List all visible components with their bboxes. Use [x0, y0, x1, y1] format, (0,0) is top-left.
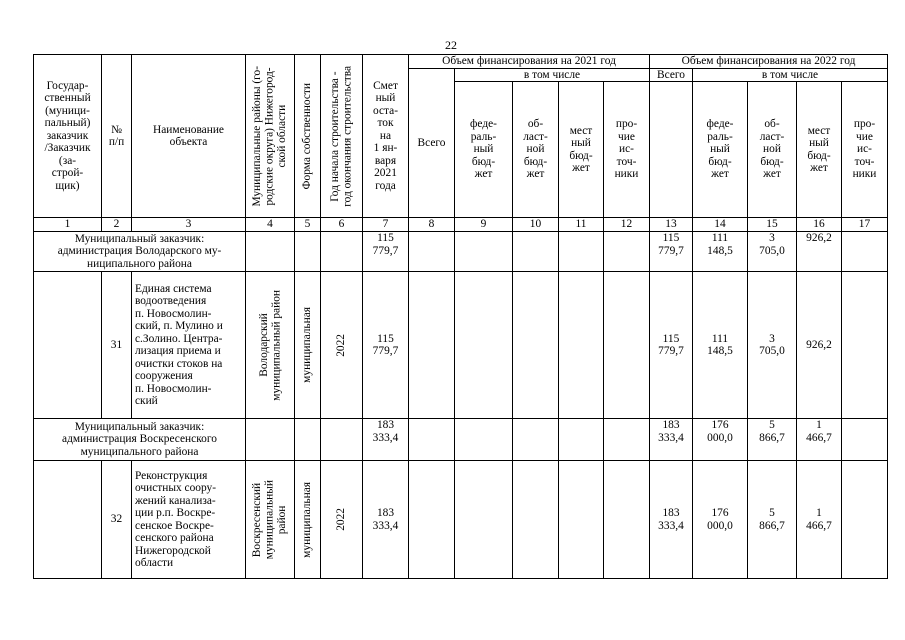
regional-2022: 3 705,0	[748, 272, 797, 419]
header-object-name: Наименование объекта	[132, 55, 246, 218]
estimate-remainder: 183 333,4	[363, 461, 409, 579]
other-2022	[842, 272, 888, 419]
page-number: 22	[445, 38, 457, 52]
ownership-form: муниципальная	[295, 272, 321, 419]
district-cell	[246, 232, 295, 272]
customer-label: Муниципальный заказчик: администрация Володарского му- ниципального района	[34, 232, 246, 272]
construction-years: 2022	[321, 272, 363, 419]
financing-table	[33, 54, 888, 579]
column-number: 5	[295, 218, 321, 232]
header-number: № п/п	[102, 55, 132, 218]
estimate-remainder: 115 779,7	[363, 232, 409, 272]
district-name: Володарский муниципальный район	[246, 272, 295, 419]
column-number: 13	[650, 218, 693, 232]
estimate-remainder: 115 779,7	[363, 272, 409, 419]
column-number: 9	[455, 218, 513, 232]
total-2021	[409, 272, 455, 419]
federal-2021	[455, 461, 513, 579]
header-customer: Государ- ственный (муници- пальный) заказчик /Заказчик (за- строй- щик)	[34, 55, 102, 218]
object-number: 31	[102, 272, 132, 419]
federal-2022: 111 148,5	[693, 232, 748, 272]
header-districts: Муниципальные районы (го- родские округа) Нижегород- ской области	[246, 55, 295, 218]
column-number: 2	[102, 218, 132, 232]
object-name: Реконструкция очистных соору- жений канализа- ции р.п. Воскре- сенское Воскре- сенского района Нижегородской области	[132, 461, 246, 579]
district-cell	[246, 419, 295, 461]
object-name: Единая система водоотведения п. Новосмолин- ский, п. Мулино и с.Золино. Центра- лизация приема и очистки стоков на сооружения п. Новосмолин- ский	[132, 272, 246, 419]
total-2022: 115 779,7	[650, 272, 693, 419]
header-estimate: Смет ный оста- ток на 1 ян- варя 2021 года	[363, 55, 409, 218]
total-2022: 115 779,7	[650, 232, 693, 272]
other-2021	[604, 232, 650, 272]
column-number: 15	[748, 218, 797, 232]
regional-2021	[513, 232, 559, 272]
header-local-2021: мест ный бюд- жет	[559, 82, 604, 218]
header-years: Год начала строительства - год окончания строительства	[321, 55, 363, 218]
header-fin-2021: Объем финансирования на 2021 год	[409, 55, 650, 69]
column-number: 4	[246, 218, 295, 232]
regional-2022: 5 866,7	[748, 461, 797, 579]
local-2022: 1 466,7	[797, 419, 842, 461]
header-total-2022: Всего	[650, 68, 693, 82]
object-row	[34, 272, 888, 419]
column-number: 14	[693, 218, 748, 232]
column-number: 16	[797, 218, 842, 232]
ownership-cell	[295, 232, 321, 272]
column-number: 3	[132, 218, 246, 232]
regional-2021	[513, 272, 559, 419]
header-local-2022: мест ный бюд- жет	[797, 82, 842, 218]
header-federal-2021: феде- раль- ный бюд- жет	[455, 82, 513, 218]
regional-2022: 3 705,0	[748, 232, 797, 272]
ownership-cell	[295, 419, 321, 461]
year-cell	[321, 232, 363, 272]
total-2021	[409, 461, 455, 579]
district-name: Воскресенский муниципальный район	[246, 461, 295, 579]
total-2021	[409, 419, 455, 461]
header-ownership: Форма собственности	[295, 55, 321, 218]
other-2022	[842, 419, 888, 461]
total-2022: 183 333,4	[650, 419, 693, 461]
object-number: 32	[102, 461, 132, 579]
customer-cell	[34, 461, 102, 579]
local-2021	[559, 232, 604, 272]
header-other-2022: про- чие ис- точ- ники	[842, 82, 888, 218]
local-2021	[559, 419, 604, 461]
other-2021	[604, 419, 650, 461]
column-number: 1	[34, 218, 102, 232]
local-2022: 1 466,7	[797, 461, 842, 579]
column-number: 12	[604, 218, 650, 232]
column-number: 11	[559, 218, 604, 232]
federal-2021	[455, 232, 513, 272]
header-regional-2022: об- ласт- ной бюд- жет	[748, 82, 797, 218]
other-2021	[604, 272, 650, 419]
local-2021	[559, 461, 604, 579]
local-2022: 926,2	[797, 272, 842, 419]
header-including-2022: в том числе	[693, 68, 888, 82]
other-2022	[842, 461, 888, 579]
column-number: 6	[321, 218, 363, 232]
federal-2022: 176 000,0	[693, 461, 748, 579]
local-2021	[559, 272, 604, 419]
header-regional-2021: об- ласт- ной бюд- жет	[513, 82, 559, 218]
local-2022: 926,2	[797, 232, 842, 272]
customer-cell	[34, 272, 102, 419]
header-total-2021: Всего	[409, 68, 455, 218]
total-2021	[409, 232, 455, 272]
object-row	[34, 461, 888, 579]
column-number: 10	[513, 218, 559, 232]
ownership-form: муниципальная	[295, 461, 321, 579]
estimate-remainder: 183 333,4	[363, 419, 409, 461]
header-including-2021: в том числе	[455, 68, 650, 82]
federal-2021	[455, 272, 513, 419]
regional-2021	[513, 419, 559, 461]
construction-years: 2022	[321, 461, 363, 579]
federal-2022: 111 148,5	[693, 272, 748, 419]
header-federal-2022: феде- раль- ный бюд- жет	[693, 82, 748, 218]
header-blank-2022	[650, 82, 693, 218]
customer-group-row	[34, 419, 888, 461]
customer-label: Муниципальный заказчик: администрация Воскресенского муниципального района	[34, 419, 246, 461]
column-number: 7	[363, 218, 409, 232]
column-number: 8	[409, 218, 455, 232]
regional-2022: 5 866,7	[748, 419, 797, 461]
customer-group-row	[34, 232, 888, 272]
total-2022: 183 333,4	[650, 461, 693, 579]
other-2022	[842, 232, 888, 272]
year-cell	[321, 419, 363, 461]
federal-2022: 176 000,0	[693, 419, 748, 461]
other-2021	[604, 461, 650, 579]
column-number: 17	[842, 218, 888, 232]
federal-2021	[455, 419, 513, 461]
header-other-2021: про- чие ис- точ- ники	[604, 82, 650, 218]
regional-2021	[513, 461, 559, 579]
column-number-row	[34, 218, 888, 232]
header-fin-2022: Объем финансирования на 2022 год	[650, 55, 888, 69]
